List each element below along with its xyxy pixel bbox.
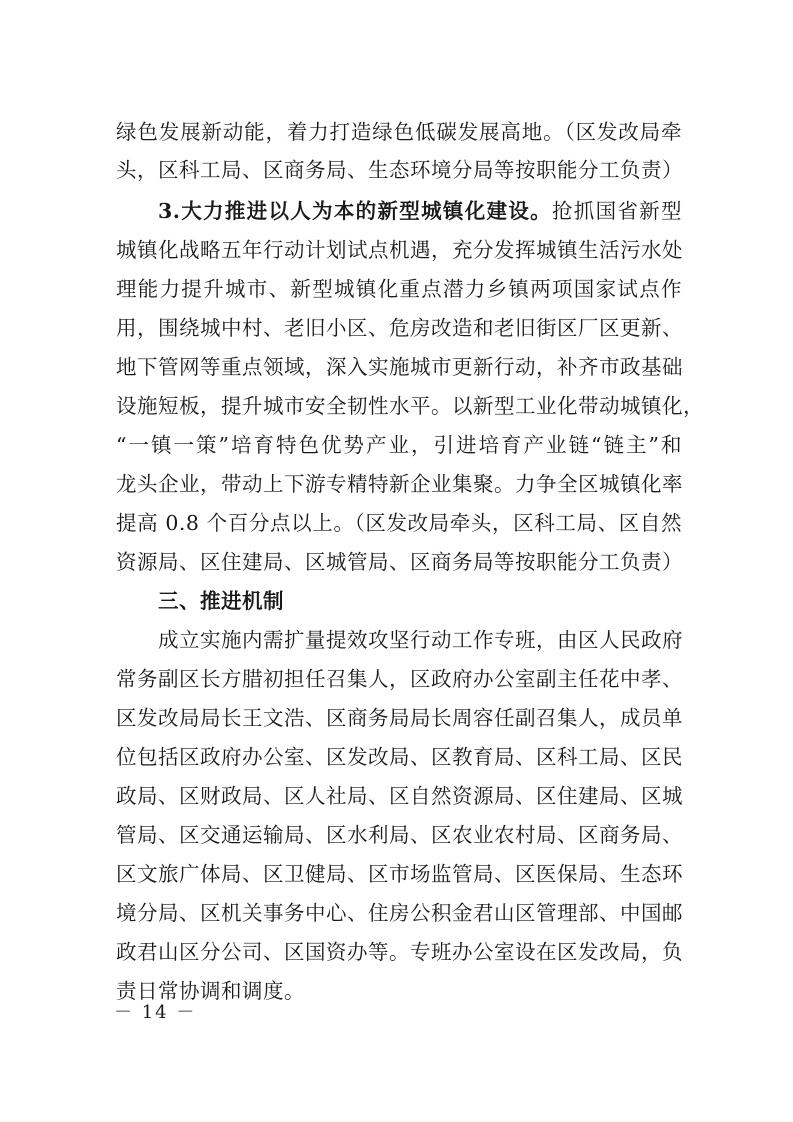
- body-text-line: 政局、区财政局、区人社局、区自然资源局、区住建局、区城: [116, 784, 683, 808]
- body-text-line: 用，围绕城中村、老旧小区、危房改造和老旧街区厂区更新、: [116, 316, 683, 340]
- body-text-line: 政君山区分公司、区国资办等。专班办公室设在区发改局，负: [116, 940, 683, 964]
- body-text-line: 头，区科工局、区商务局、生态环境分局等按职能分工负责）: [116, 158, 683, 182]
- body-text-line: 龙头企业，带动上下游专精特新企业集聚。力争全区城镇化率: [116, 472, 683, 496]
- body-text-line: 管局、区交通运输局、区水利局、区农业农村局、区商务局、: [116, 823, 683, 847]
- body-text-line: 责日常协调和调度。: [116, 979, 305, 1003]
- numbered-heading: 3.大力推进以人为本的新型城镇化建设。: [158, 199, 552, 223]
- body-text-line: 区文旅广体局、区卫健局、区市场监管局、区医保局、生态环: [116, 862, 683, 886]
- body-text-line: 城镇化战略五年行动计划试点机遇，充分发挥城镇生活污水处: [116, 238, 683, 262]
- body-text-line: 区发改局局长王文浩、区商务局局长周容任副召集人，成员单: [116, 706, 683, 730]
- body-text-line: 理能力提升城市、新型城镇化重点潜力乡镇两项国家试点作: [116, 277, 682, 301]
- body-text-line: 常务副区长方腊初担任召集人，区政府办公室副主任花中孝、: [116, 667, 683, 691]
- section-heading: 三、推进机制: [158, 589, 284, 613]
- body-text-line: 成立实施内需扩量提效攻坚行动工作专班，由区人民政府: [158, 628, 683, 652]
- body-text-line: 境分局、区机关事务中心、住房公积金君山区管理部、中国邮: [116, 901, 683, 925]
- body-text-line: 位包括区政府办公室、区发改局、区教育局、区科工局、区民: [116, 745, 683, 769]
- body-text-line: 设施短板，提升城市安全韧性水平。以新型工业化带动城镇化，: [116, 394, 704, 418]
- body-text-line: 提高 0.8 个百分点以上。（区发改局牵头，区科工局、区自然: [116, 511, 682, 535]
- body-text-line: 绿色发展新动能，着力打造绿色低碳发展高地。（区发改局牵: [116, 120, 682, 144]
- body-text: 抢抓国省新型: [551, 199, 682, 223]
- body-text-line: “一镇一策”培育特色优势产业，引进培育产业链“链主”和: [116, 433, 682, 457]
- numbered-paragraph-first-line: [158, 196, 682, 226]
- body-text-line: 资源局、区住建局、区城管局、区商务局等按职能分工负责）: [116, 550, 683, 574]
- page-number: － 14 －: [114, 1002, 197, 1023]
- body-text-line: 地下管网等重点领域，深入实施城市更新行动，补齐市政基础: [116, 355, 683, 379]
